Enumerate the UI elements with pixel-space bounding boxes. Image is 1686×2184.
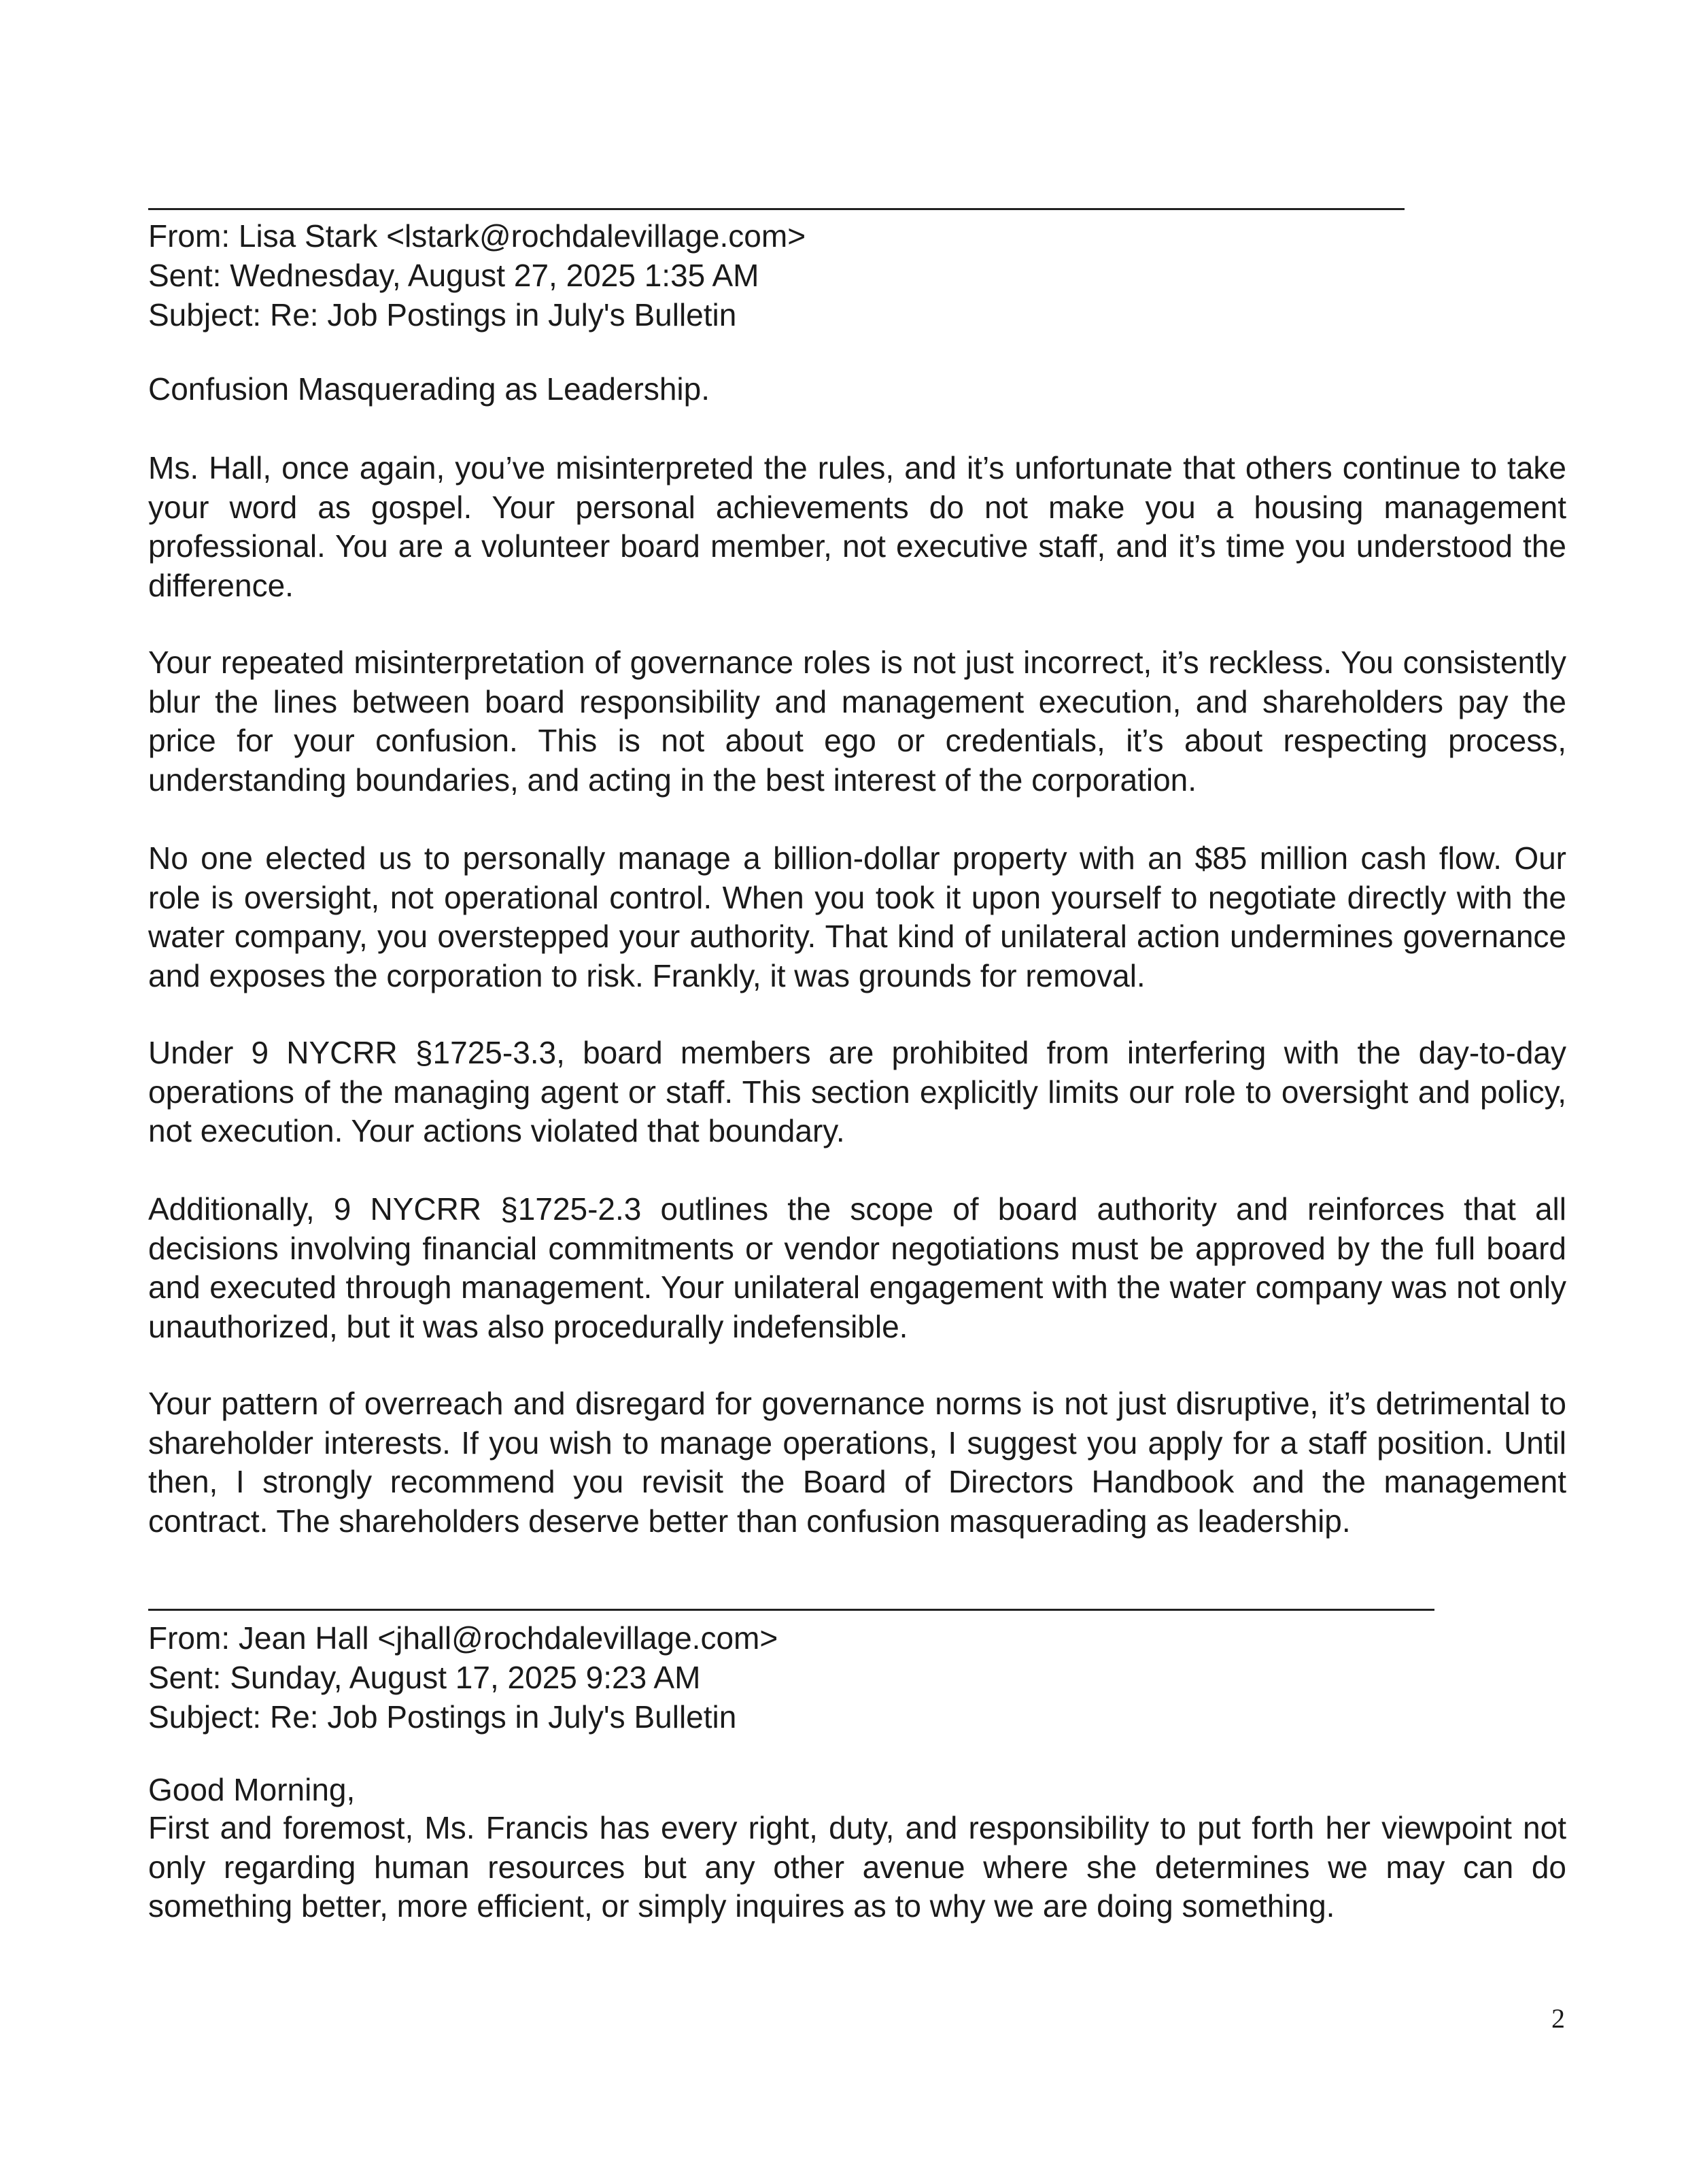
separator-rule [148,1609,1434,1611]
page-number: 2 [1551,2003,1565,2034]
email-header [148,1618,778,1737]
email-paragraph: Your pattern of overreach and disregard for governance norms is not just disruptive, it’s detrimental to shareholder interests. If you wish to manage operations, I suggest you apply for a staff position. Until then, I strongly recommend you revisit the Board of Directors Handbook and the management contract. The shareholders deserve better than confusion masquerading as leadership. [148,1386,1566,1539]
email-subject: Subject: Re: Job Postings in July's Bulletin [148,297,737,332]
email-from: From: Lisa Stark <lstark@rochdalevillage.com> [148,218,806,254]
email-from: From: Jean Hall <jhall@rochdalevillage.com> [148,1620,778,1656]
email-opening-line: Confusion Masquerading as Leadership. [148,371,710,407]
email-paragraph: Your repeated misinterpretation of governance roles is not just incorrect, it’s reckless. You consistently blur the lines between board responsibility and management execution, and shareholders pay the price for your confusion. This is not about ego or credentials, it’s about respecting process, understanding boundaries, and acting in the best interest of the corporation. [148,645,1566,798]
email-subject: Subject: Re: Job Postings in July's Bulletin [148,1699,737,1735]
separator-rule [148,208,1405,210]
email-paragraph: Under 9 NYCRR §1725-3.3, board members are prohibited from interfering with the day-to-day operations of the managing agent or staff. This section explicitly limits our role to oversight and policy, not execution. Your actions violated that boundary. [148,1035,1566,1148]
email-paragraph: No one elected us to personally manage a billion-dollar property with an $85 million cash flow. Our role is oversight, not operational control. When you took it upon yourself to negotiate directly with the water company, you overstepped your authority. That kind of unilateral action undermines governance and exposes the corporation to risk. Frankly, it was grounds for removal. [148,840,1566,993]
email-greeting: Good Morning, [148,1772,356,1807]
email-paragraph: Additionally, 9 NYCRR §1725-2.3 outlines the scope of board authority and reinforces that all decisions involving financial commitments or vendor negotiations must be approved by the full board and executed through management. Your unilateral engagement with the water company was not only unauthorized, but it was also procedurally indefensible. [148,1191,1566,1344]
email-header [148,216,806,335]
email-paragraph: First and foremost, Ms. Francis has every right, duty, and responsibility to put forth her viewpoint not only regarding human resources but any other avenue where she determines we may can do something better, more efficient, or simply inquires as to why we are doing something. [148,1810,1566,1924]
email-paragraph: Ms. Hall, once again, you’ve misinterpreted the rules, and it’s unfortunate that others continue to take your word as gospel. Your personal achievements do not make you a housing management professional. You are a volunteer board member, not executive staff, and it’s time you understood the difference. [148,450,1566,603]
email-sent: Sent: Wednesday, August 27, 2025 1:35 AM [148,258,759,293]
email-sent: Sent: Sunday, August 17, 2025 9:23 AM [148,1660,701,1695]
